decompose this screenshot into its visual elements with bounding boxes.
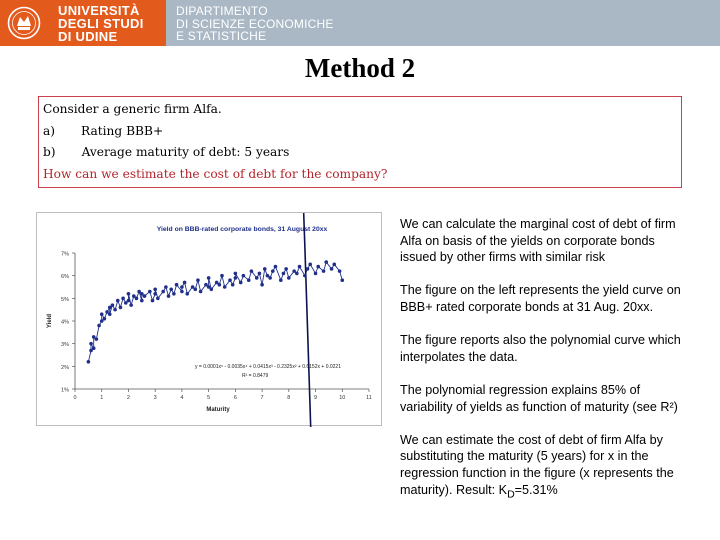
- x-tick-label: 9: [314, 395, 318, 401]
- data-point: [103, 317, 107, 321]
- x-tick-label: 2: [126, 395, 130, 401]
- result-text: We can estimate the cost of debt of firm Alfa by substituting the maturity (5 years) for x in the regression function in the figure (x represents the maturity). Result: K: [400, 432, 674, 497]
- data-point: [330, 267, 334, 271]
- explanation-paragraph-3: The figure reports also the polynomial curve which interpolates the data.: [400, 333, 681, 364]
- data-point: [140, 299, 144, 303]
- data-point: [282, 272, 286, 276]
- x-tick-label: 1: [100, 395, 104, 401]
- data-point: [95, 337, 99, 341]
- university-seal-icon: [7, 4, 41, 42]
- data-point: [308, 263, 312, 267]
- result-subscript: D: [507, 488, 515, 501]
- chart-title: Yield on BBB-rated corporate bonds, 31 August 20xx: [156, 226, 328, 233]
- data-point: [258, 272, 262, 276]
- result-value: =5.31%: [514, 482, 558, 497]
- data-point: [332, 263, 336, 267]
- university-line-1: UNIVERSITÀ: [58, 3, 140, 18]
- data-point: [255, 276, 259, 280]
- data-point: [284, 267, 288, 271]
- data-point: [218, 283, 222, 287]
- data-point: [97, 324, 101, 328]
- data-point: [223, 285, 227, 289]
- data-point: [153, 287, 157, 291]
- data-point: [153, 292, 157, 296]
- data-point: [263, 267, 267, 271]
- data-point: [148, 290, 152, 294]
- x-tick-label: 10: [339, 395, 346, 401]
- regression-equation: y = 0.0001x⁵ - 0.0035x⁴ + 0.0415x³ - 0.2325x² + 0.6152x + 0.0221: [195, 364, 341, 370]
- x-tick-label: 6: [233, 395, 237, 401]
- y-tick-label: 6%: [61, 274, 69, 281]
- data-point: [156, 297, 160, 301]
- data-point: [242, 274, 246, 278]
- slide-title: Method 2: [304, 53, 416, 83]
- data-point: [108, 312, 112, 316]
- data-point: [199, 290, 203, 294]
- data-point: [185, 292, 189, 296]
- yield-chart-svg: [37, 213, 383, 427]
- data-point: [340, 278, 344, 282]
- data-point: [175, 283, 179, 287]
- y-tick-label: 3%: [61, 342, 69, 349]
- data-point: [113, 308, 117, 312]
- data-point: [167, 294, 171, 298]
- explanation-paragraph-4: The polynomial regression explains 85% of variability of yields as function of maturity (see R²): [400, 382, 678, 414]
- department-line-1: DIPARTIMENTO: [176, 4, 268, 18]
- data-point: [298, 265, 302, 269]
- data-point: [100, 312, 104, 316]
- maturity-text: Average maturity of debt: 5 years: [81, 145, 290, 159]
- intro-question: How can we estimate the cost of debt for the company?: [43, 166, 388, 181]
- data-point: [303, 274, 307, 278]
- data-point: [268, 276, 272, 280]
- data-point: [169, 287, 173, 291]
- data-point: [306, 267, 310, 271]
- explanation-paragraph-1: We can calculate the marginal cost of debt of firm Alfa on basis of the yields on corporate bonds issued by other firms with similar risk: [400, 217, 676, 265]
- x-tick-label: 3: [153, 395, 157, 401]
- data-point: [316, 265, 320, 269]
- data-point: [220, 274, 224, 278]
- list-marker-a: a): [43, 123, 56, 138]
- rating-text: Rating BBB+: [81, 123, 164, 138]
- y-tick-label: 4%: [61, 319, 69, 326]
- x-tick-label: 11: [366, 395, 372, 401]
- data-point: [274, 265, 278, 269]
- x-tick-label: 0: [73, 395, 77, 401]
- data-point: [279, 278, 283, 282]
- list-marker-b: b): [43, 145, 56, 159]
- data-point: [234, 272, 238, 276]
- explanation-text: [400, 216, 690, 519]
- intro-line-3: [43, 142, 681, 164]
- y-tick-label: 2%: [61, 364, 69, 371]
- data-point: [172, 292, 176, 296]
- x-tick-label: 8: [287, 395, 291, 401]
- explanation-paragraph-2: The figure on the left represents the yield curve on BBB+ rated corporate bonds at 31 Aug. 20xx.: [400, 283, 681, 314]
- intro-line-1: Consider a generic firm Alfa.: [43, 102, 222, 116]
- data-point: [250, 269, 254, 273]
- data-point: [180, 290, 184, 294]
- data-point: [260, 283, 264, 287]
- data-point: [287, 276, 291, 280]
- x-tick-label: 5: [207, 395, 211, 401]
- department-line-3: E STATISTICHE: [176, 29, 267, 43]
- data-point: [135, 297, 139, 301]
- y-tick-label: 7%: [61, 251, 69, 258]
- data-point: [295, 272, 299, 276]
- data-point: [338, 269, 342, 273]
- data-point: [143, 294, 147, 298]
- data-point: [89, 342, 93, 346]
- explanation-paragraph-5: [400, 432, 690, 503]
- data-point: [111, 303, 115, 307]
- y-axis-label: Yield: [47, 313, 53, 329]
- university-brand-block: [0, 0, 166, 46]
- university-name: [58, 4, 144, 43]
- data-point: [92, 346, 96, 350]
- data-point: [247, 278, 251, 282]
- data-point: [164, 285, 168, 289]
- data-point: [196, 278, 200, 282]
- university-line-3: DI UDINE: [58, 29, 118, 44]
- x-tick-label: 7: [260, 395, 264, 401]
- university-line-2: DEGLI STUDI: [58, 16, 144, 31]
- data-point: [314, 272, 318, 276]
- y-tick-label: 1%: [61, 387, 69, 394]
- data-point: [161, 290, 165, 294]
- yield-chart: [36, 212, 382, 426]
- intro-line-2: [43, 121, 681, 143]
- data-point: [119, 306, 123, 310]
- y-tick-label: 5%: [61, 296, 69, 303]
- r-squared-label: R² = 0.8479: [242, 373, 269, 379]
- data-point: [151, 299, 155, 303]
- x-tick-label: 4: [180, 395, 184, 401]
- data-point: [183, 281, 187, 285]
- data-point: [231, 283, 235, 287]
- x-axis-label: Maturity: [206, 407, 230, 413]
- data-point: [127, 299, 131, 303]
- data-point: [322, 269, 326, 273]
- intro-box: [38, 96, 682, 188]
- data-point: [87, 360, 91, 364]
- data-point: [129, 303, 133, 307]
- data-point: [127, 292, 131, 296]
- data-point: [193, 287, 197, 291]
- data-point: [239, 281, 243, 285]
- data-point: [207, 276, 211, 280]
- data-point: [116, 299, 120, 303]
- data-point: [324, 260, 328, 264]
- data-point: [234, 276, 238, 280]
- department-line-2: DI SCIENZE ECONOMICHE: [176, 16, 334, 31]
- department-name: [176, 5, 334, 43]
- data-point: [180, 285, 184, 289]
- data-point: [210, 287, 214, 291]
- data-point: [121, 297, 125, 301]
- header-banner: [0, 0, 720, 46]
- data-point: [271, 269, 275, 273]
- data-point: [228, 278, 232, 282]
